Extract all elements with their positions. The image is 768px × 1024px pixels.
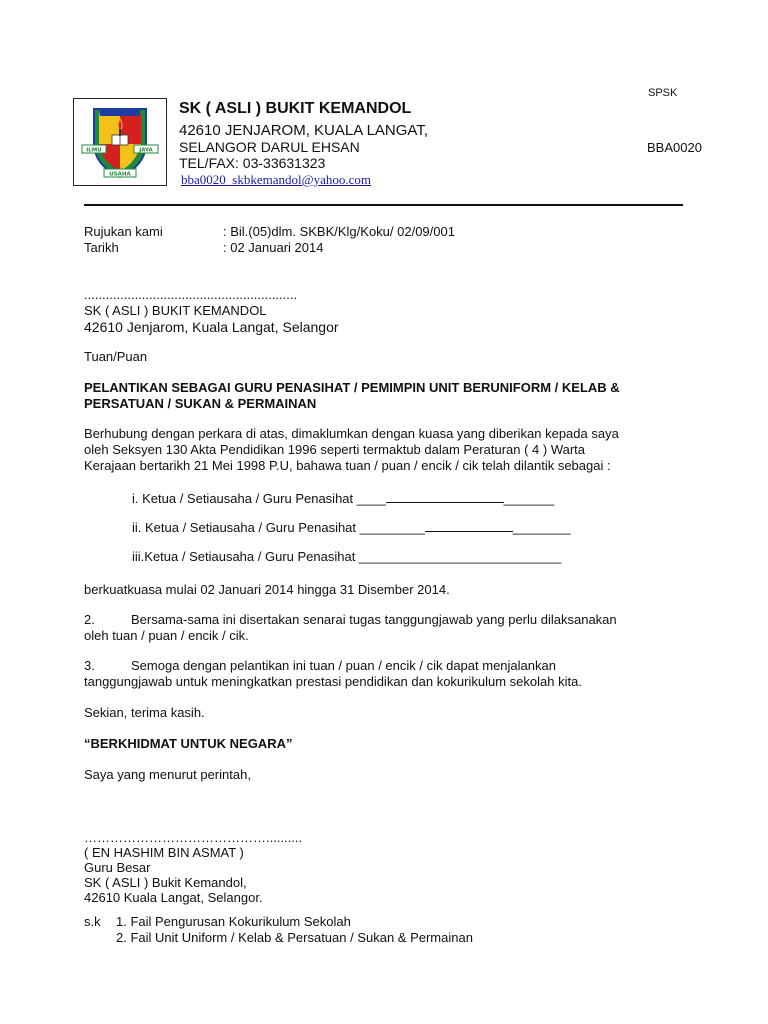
para-2-line-1: Bersama-sama ini disertakan senarai tugas tanggungjawab yang perlu dilaksanakan — [131, 612, 617, 627]
signature-dots: …………………………………….......... — [84, 830, 303, 845]
role-tail-1: _______ — [503, 491, 555, 506]
para-3-line-1: Semoga dengan pelantikan ini tuan / puan / encik / cik dapat menjalankan — [131, 658, 556, 673]
para-3-line-2: tanggungjawab untuk meningkatkan prestasi pendidikan dan kokurikulum sekolah kita. — [84, 674, 582, 689]
signatory-school: SK ( ASLI ) Bukit Kemandol, — [84, 875, 247, 890]
obedient-line: Saya yang menurut perintah, — [84, 767, 251, 782]
subject-line-2: PERSATUAN / SUKAN & PERMAINAN — [84, 396, 317, 411]
school-email-link[interactable]: bba0020_skbkemandol@yahoo.com — [181, 172, 371, 187]
subject-line-1: PELANTIKAN SEBAGAI GURU PENASIHAT / PEMIMPIN UNIT BERUNIFORM / KELAB & — [84, 380, 620, 395]
school-address-1: 42610 JENJAROM, KUALA LANGAT, — [179, 122, 428, 139]
school-code: BBA0020 — [647, 140, 702, 155]
recipient-line-1: SK ( ASLI ) BUKIT KEMANDOL — [84, 303, 267, 318]
motto-bottom: USAHA — [109, 171, 131, 178]
para-3-number: 3. — [84, 658, 95, 673]
closing-remark: Sekian, terima kasih. — [84, 705, 205, 720]
school-address-2: SELANGOR DARUL EHSAN — [179, 139, 360, 155]
role-blank-2 — [425, 519, 513, 532]
cc-item-1: 1. Fail Pengurusan Kokurikulum Sekolah — [116, 914, 351, 929]
cc-item-2: 2. Fail Unit Uniform / Kelab & Persatuan / Sukan & Permainan — [116, 930, 473, 945]
signatory-title: Guru Besar — [84, 860, 151, 875]
role-blank-1 — [386, 490, 504, 503]
role-tail-2: ________ — [512, 520, 571, 535]
salutation: Tuan/Puan — [84, 349, 148, 364]
role-label-1: i. Ketua / Setiausaha / Guru Penasihat ____ — [132, 491, 386, 506]
school-crest-icon — [74, 99, 166, 185]
school-name: SK ( ASLI ) BUKIT KEMANDOL — [179, 100, 412, 117]
cc-label: s.k — [84, 914, 101, 929]
role-line-3 — [132, 549, 561, 565]
date-value: : 02 Januari 2014 — [223, 240, 324, 255]
motto-right: JAYA — [139, 147, 153, 154]
recipient-line-2: 42610 Jenjarom, Kuala Langat, Selangor — [84, 319, 339, 335]
ref-value: : Bil.(05)dlm. SKBK/Klg/Koku/ 02/09/001 — [223, 224, 455, 239]
para-2-number: 2. — [84, 612, 95, 627]
role-label-3: iii.Ketua / Setiausaha / Guru Penasihat ____________________________ — [132, 549, 562, 564]
school-telfax: TEL/FAX: 03-33631323 — [179, 155, 326, 171]
effective-date: berkuatkuasa mulai 02 Januari 2014 hingga 31 Disember 2014. — [84, 582, 450, 597]
document-code: SPSK — [648, 87, 678, 99]
ref-label: Rujukan kami — [84, 224, 163, 239]
signatory-name: ( EN HASHIM BIN ASMAT ) — [84, 845, 244, 860]
para-2-line-2: oleh tuan / puan / encik / cik. — [84, 628, 249, 643]
role-label-2: ii. Ketua / Setiausaha / Guru Penasihat _________ — [132, 520, 425, 535]
letterhead-divider — [84, 204, 683, 206]
school-crest-logo — [73, 98, 167, 186]
slogan: “BERKHIDMAT UNTUK NEGARA” — [84, 736, 293, 751]
recipient-dots: ........................................................... — [84, 287, 298, 302]
signatory-address: 42610 Kuala Langat, Selangor. — [84, 890, 263, 905]
role-line-2 — [132, 519, 571, 536]
motto-left: ILMU — [86, 147, 102, 154]
role-line-1 — [132, 490, 554, 507]
intro-line-2: oleh Seksyen 130 Akta Pendidikan 1996 seperti termaktub dalam Peraturan ( 4 ) Warta — [84, 442, 586, 457]
intro-line-3: Kerajaan bertarikh 21 Mei 1998 P.U, bahawa tuan / puan / encik / cik telah dilantik sebagai : — [84, 458, 611, 473]
intro-line-1: Berhubung dengan perkara di atas, dimaklumkan dengan kuasa yang diberikan kepada saya — [84, 426, 619, 441]
date-label: Tarikh — [84, 240, 119, 255]
